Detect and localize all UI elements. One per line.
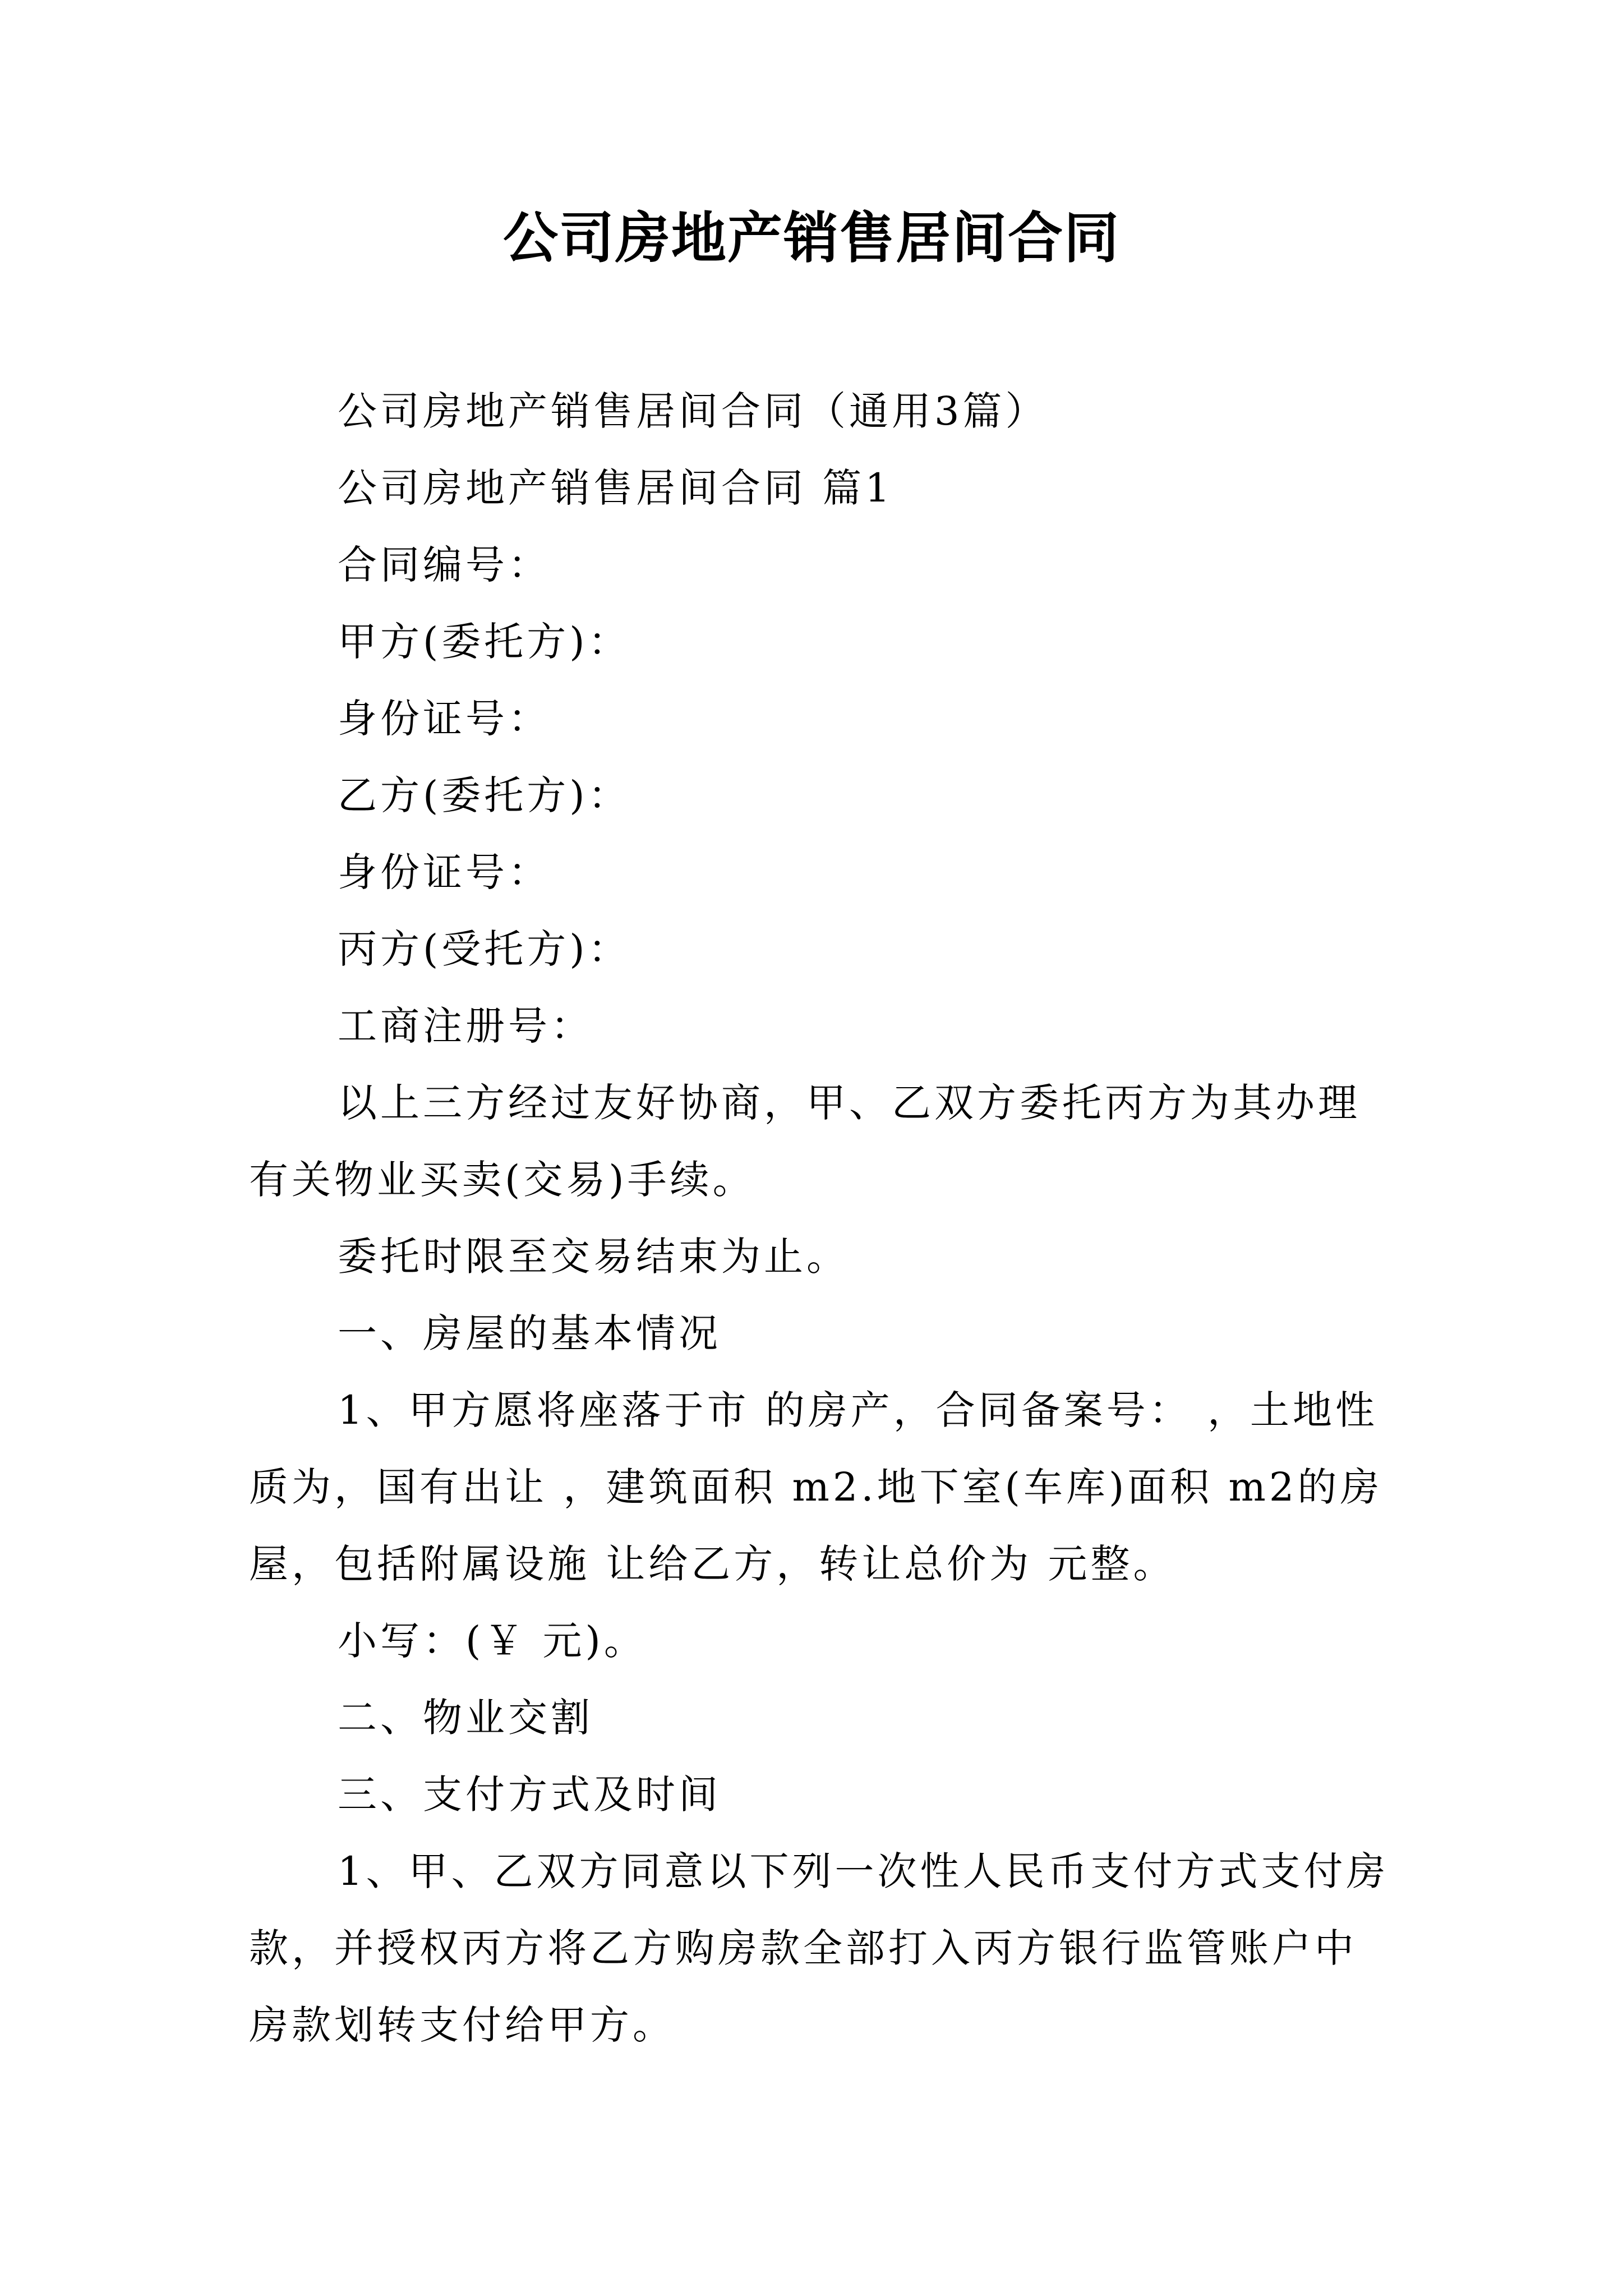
paragraph-party-c: 丙方(受托方)： [338,926,631,972]
paragraph-heading-payment: 三、支付方式及时间 [338,1772,721,1818]
document-body [249,373,1391,2064]
paragraph-subtitle: 公司房地产销售居间合同（通用3篇） [338,388,1048,434]
paragraph-agreement: 以上三方经过友好协商，甲、乙双方委托丙方为其办理有关物业买卖(交易)手续。 [249,1080,1361,1203]
paragraph-heading-handover: 二、物业交割 [338,1695,593,1741]
paragraph-payment-details: 1、甲、乙双方同意以下列一次性人民币支付方式支付房款，并授权丙方将乙方购房款全部打入丙方银行监管账户中房款划转支付给甲方。 [249,1848,1389,2048]
paragraph-section-heading: 公司房地产销售居间合同 篇1 [338,465,893,511]
paragraph-party-a: 甲方(委托方)： [338,619,631,665]
paragraph-party-a-id: 身份证号： [338,696,551,742]
paragraph-heading-property: 一、房屋的基本情况 [338,1310,721,1356]
paragraph-term: 委托时限至交易结束为止。 [338,1234,849,1280]
document-title: 公司房地产销售居间合同 [502,206,1120,270]
paragraph-amount: 小写：(￥ 元)。 [338,1618,647,1664]
paragraph-contract-number: 合同编号： [338,542,551,588]
paragraph-party-b: 乙方(委托方)： [338,772,631,818]
paragraph-party-b-id: 身份证号： [338,849,551,895]
paragraph-property-details: 1、甲方愿将座落于市 的房产，合同备案号： ，土地性质为，国有出让 ，建筑面积 m2.地下室(车库)面积 m2的房屋，包括附属设施 让给乙方，转让总价为 元整。 [249,1387,1383,1587]
paragraph-business-registration: 工商注册号： [338,1003,593,1049]
